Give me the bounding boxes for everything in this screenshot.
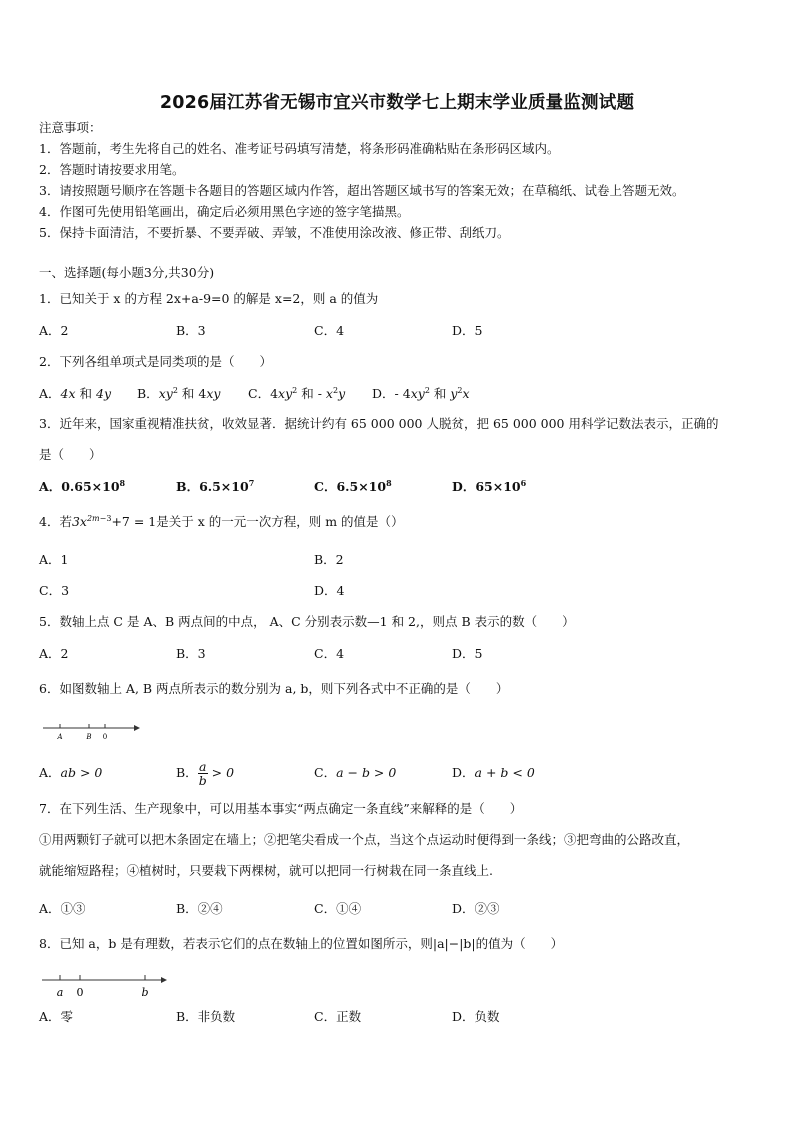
question-8-option-a: A．零	[39, 1009, 74, 1024]
question-3-stem-line-2: 是（ ）	[39, 447, 102, 462]
page-title: 2026届江苏省无锡市宜兴市数学七上期末学业质量监测试题	[159, 93, 635, 113]
question-1-option-a: A．2	[39, 323, 69, 338]
question-7-text-line-1: ①用两颗钉子就可以把木条固定在墙上；②把笔尖看成一个点，当这个点运动时便得到一条线；③把弯曲的公路改直，	[39, 832, 690, 847]
notice-heading: 注意事项：	[39, 120, 102, 135]
question-8-option-d: D．负数	[452, 1009, 500, 1024]
question-4-option-c: C．3	[39, 583, 70, 598]
question-7-option-b: B．②④	[176, 901, 223, 916]
question-1-option-c: C．4	[314, 323, 345, 338]
question-6-number-line	[40, 720, 150, 742]
question-3-stem-line-1: 3．近年来，国家重视精准扶贫，收效显著．据统计约有 65 000 000 人脱贫，把 65 000 000 用科学记数法表示，正确的	[39, 416, 719, 431]
question-1-stem: 1．已知关于 x 的方程 2x+a-9=0 的解是 x=2，则 a 的值为	[39, 291, 379, 306]
notice-item-1: 1．答题前，考生先将自己的姓名、准考证号码填写清楚，将条形码准确粘贴在条形码区域内。	[39, 141, 560, 156]
question-7-option-d: D．②③	[452, 901, 500, 916]
question-1-option-d: D．5	[452, 323, 483, 338]
question-5-option-d: D．5	[452, 646, 483, 661]
axis-label-b: b	[141, 986, 149, 999]
question-5-option-a: A．2	[39, 646, 69, 661]
question-6-stem: 6．如图数轴上 A, B 两点所表示的数分别为 a, b，则下列各式中不正确的是（ ）	[39, 681, 509, 696]
notice-item-2: 2．答题时请按要求用笔。	[39, 162, 185, 177]
question-7-text-line-2: 就能缩短路程；④植树时，只要栽下两棵树，就可以把同一行树栽在同一条直线上.	[39, 863, 493, 878]
axis-label-b: B	[86, 733, 92, 741]
axis-label-a: a	[56, 986, 64, 999]
notice-item-5: 5．保持卡面清洁，不要折暴、不要弄破、弄皱，不准使用涂改液、修正带、刮纸刀。	[39, 225, 510, 240]
question-2-option-c: C．$4xy^2$ 和 - $x^2y$	[248, 386, 346, 401]
question-6-option-b: B． $\frac{a}{b}$ > 0	[176, 759, 235, 788]
question-8-option-b: B．非负数	[176, 1009, 236, 1024]
question-6-option-d: D．a + b < 0	[452, 765, 535, 780]
question-2-stem: 2．下列各组单项式是同类项的是（ ）	[39, 354, 272, 369]
question-5-option-c: C．4	[314, 646, 345, 661]
question-3-option-b: B．$6.5\times 10^7$	[176, 478, 255, 494]
axis-label-a: A	[57, 733, 63, 741]
question-7-option-c: C．①④	[314, 901, 362, 916]
question-4-option-d: D．4	[314, 583, 345, 598]
question-7-option-a: A．①③	[39, 901, 86, 916]
question-2-option-b: B．$xy^2$ 和 4xy	[137, 386, 221, 401]
question-8-option-c: C．正数	[314, 1009, 362, 1024]
question-2-option-a: A．4x 和 4y	[39, 386, 112, 401]
question-8-stem: 8．已知 a，b 是有理数，若表示它们的点在数轴上的位置如图所示，则|a|−|b|的值为（ ）	[39, 936, 564, 951]
axis-label-zero: 0	[102, 733, 108, 741]
question-3-option-a: A．$0.65\times 10^8$	[39, 478, 126, 494]
axis-label-zero: 0	[76, 986, 84, 999]
question-1-option-b: B．3	[176, 323, 206, 338]
question-8-number-line	[40, 972, 175, 1000]
question-4-option-a: A．1	[39, 552, 69, 567]
notice-item-3: 3．请按照题号顺序在答题卡各题目的答题区域内作答，超出答题区域书写的答案无效；在草稿纸、试卷上答题无效。	[39, 183, 685, 198]
question-6-option-a: A．ab > 0	[39, 765, 103, 780]
question-3-option-c: C．$6.5\times 10^8$	[314, 478, 392, 494]
question-4-stem: 4．若$3x^{2m-3}+7 = 1$是关于 x 的一元一次方程，则 m 的值是（）	[39, 514, 404, 529]
section-heading: 一、选择题(每小题3分,共30分)	[39, 265, 215, 280]
question-2-option-d: D．- $4xy^2$ 和 $y^2x$	[372, 386, 470, 401]
question-5-stem: 5．数轴上点 C 是 A、B 两点间的中点， A、C 分别表示数—1 和 2,，则点 B 表示的数（ ）	[39, 614, 575, 629]
question-7-stem: 7．在下列生活、生产现象中，可以用基本事实“两点确定一条直线”来解释的是（ ）	[39, 801, 523, 816]
question-4-option-b: B．2	[314, 552, 344, 567]
question-6-option-c: C．a − b > 0	[314, 765, 397, 780]
question-3-option-d: D．$65\times 10^6$	[452, 478, 527, 494]
question-5-option-b: B．3	[176, 646, 206, 661]
notice-item-4: 4．作图可先使用铅笔画出，确定后必须用黑色字迹的签字笔描黑。	[39, 204, 410, 219]
